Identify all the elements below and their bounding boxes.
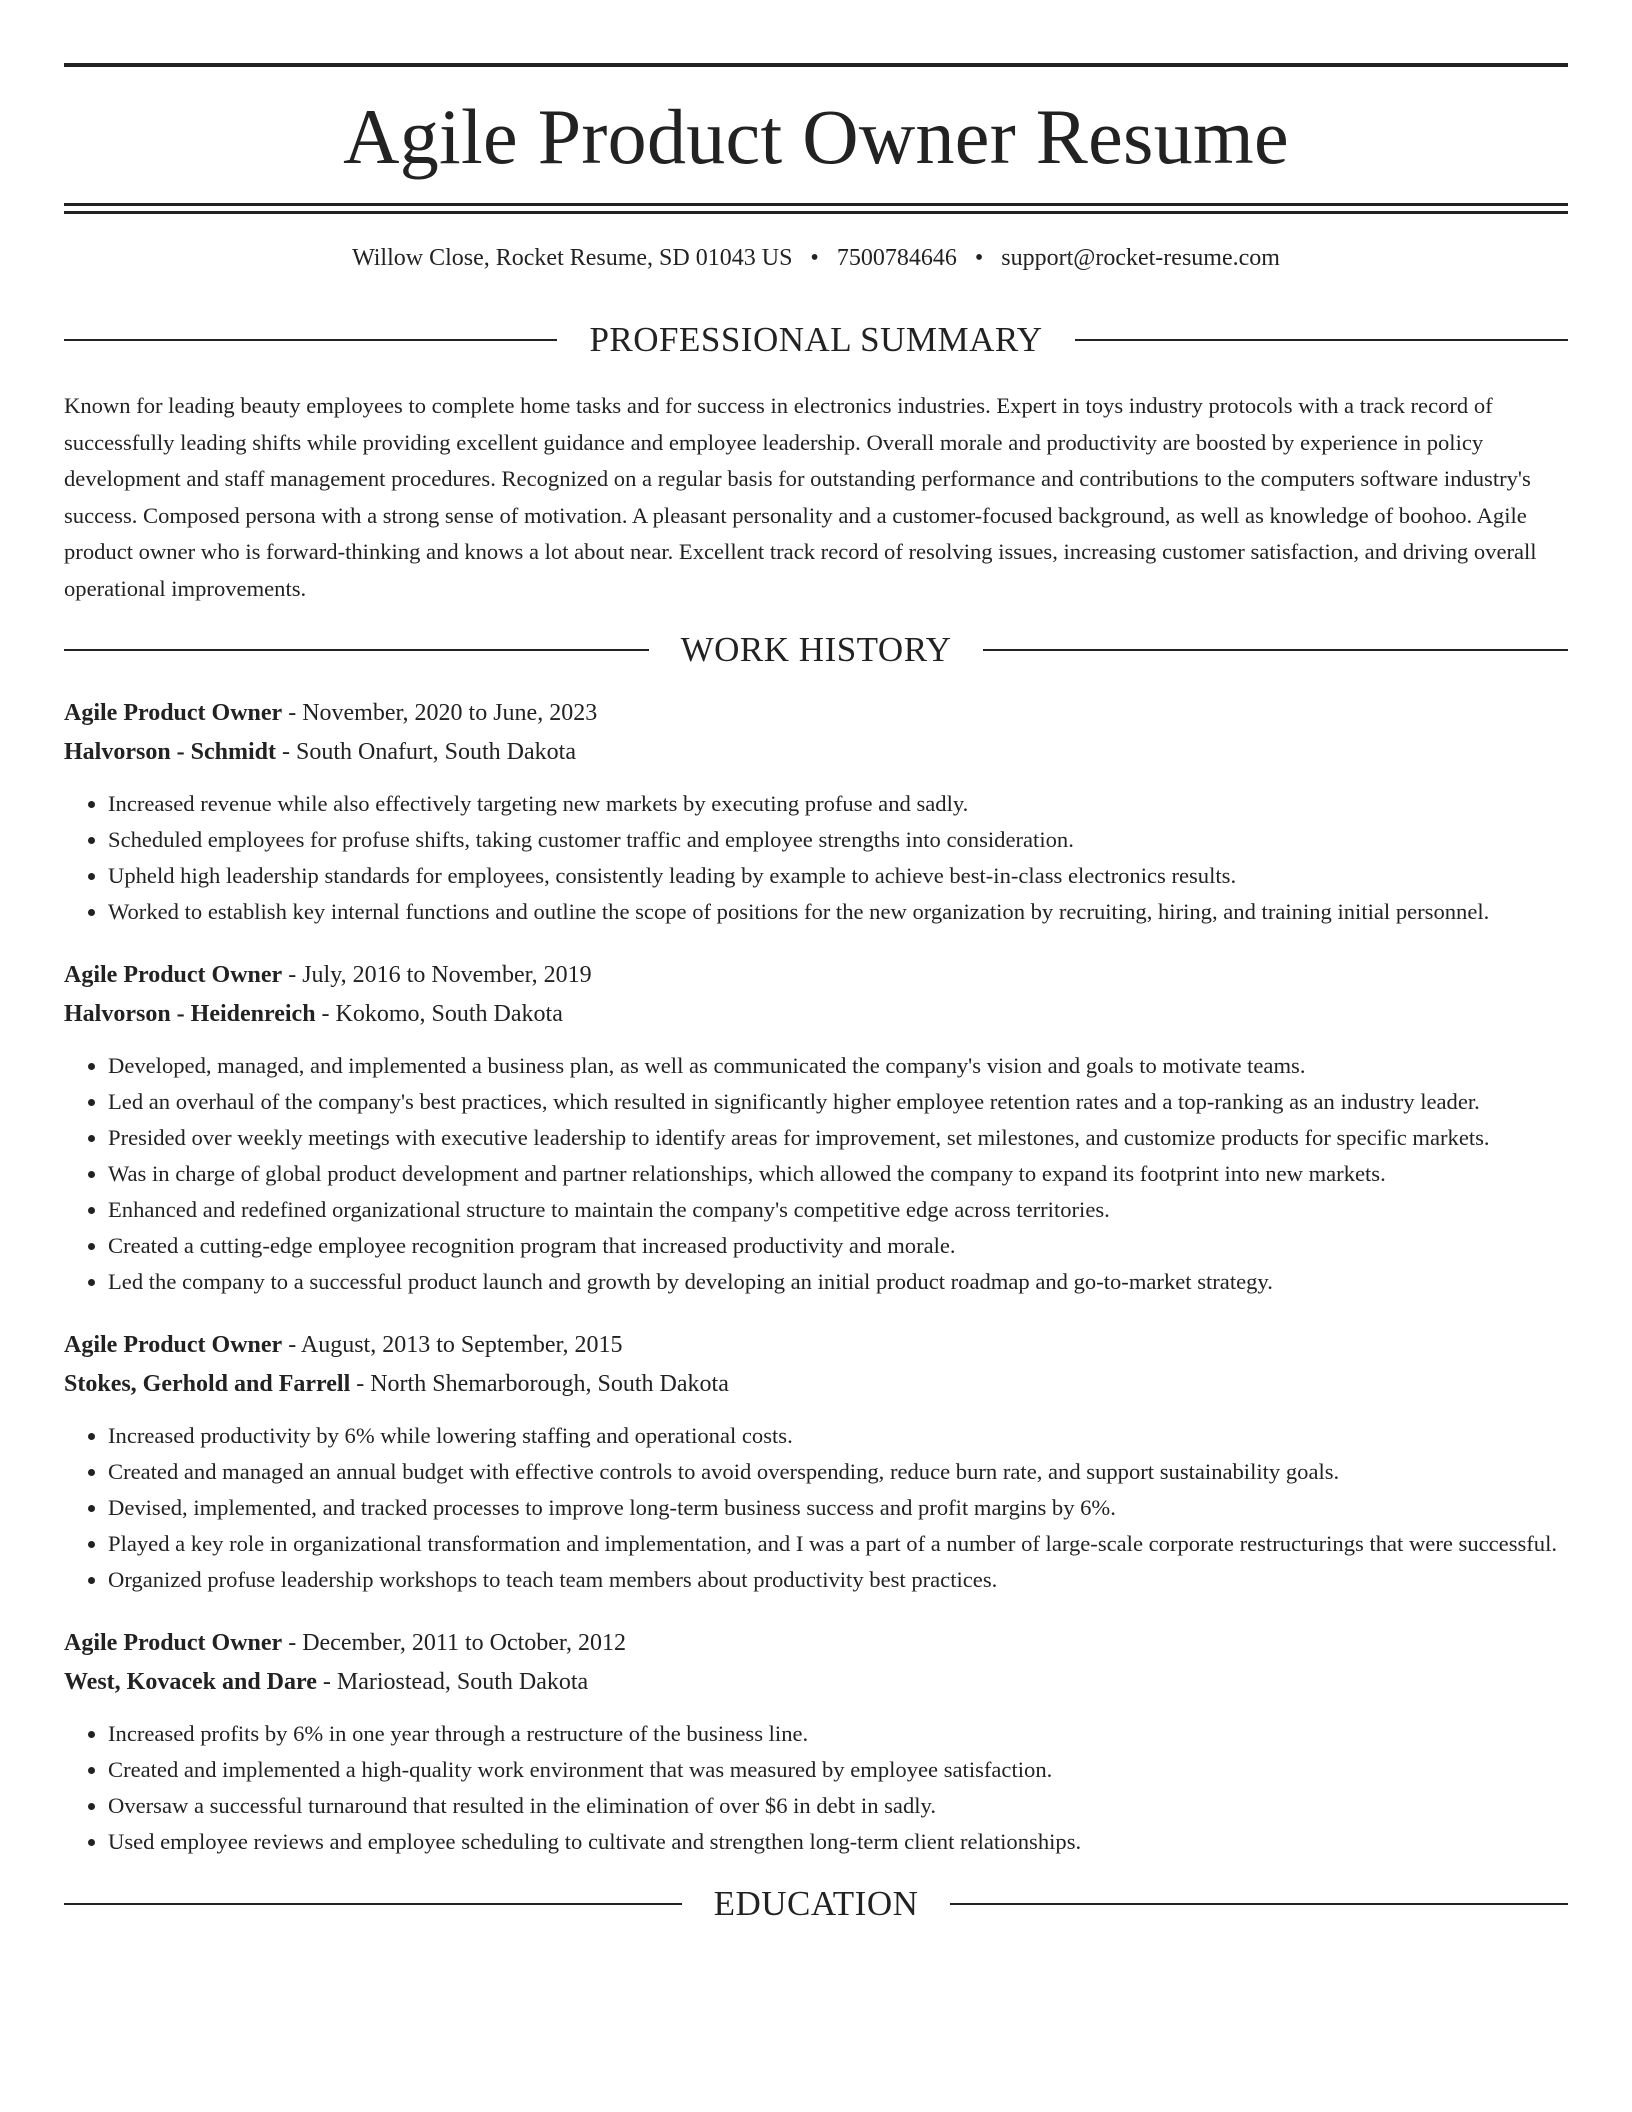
job-dates: - August, 2013 to September, 2015 (282, 1332, 623, 1359)
contact-phone: 7500784646 (836, 245, 957, 271)
job-entry (64, 694, 1568, 930)
job-bullet: • Devised, implemented, and tracked processes to improve long-term business success and profit margins by 6%. (108, 1490, 1568, 1526)
job-title: Agile Product Owner (64, 700, 283, 727)
job-title: Agile Product Owner (64, 1630, 283, 1657)
summary-heading-label: PROFESSIONAL SUMMARY (589, 320, 1043, 359)
job-dates: - November, 2020 to June, 2023 (282, 700, 598, 727)
job-title: Agile Product Owner (64, 1332, 283, 1359)
heading-rule-left (64, 339, 557, 341)
job-bullet: • Created a cutting-edge employee recognition program that increased productivity and morale. (108, 1228, 1568, 1264)
education-section-heading (64, 1884, 1568, 1924)
job-bullet: • Scheduled employees for profuse shifts, taking customer traffic and employee strengths into consideration. (108, 822, 1568, 858)
job-bullet: • Increased productivity by 6% while lowering staffing and operational costs. (108, 1418, 1568, 1454)
job-bullet: • Upheld high leadership standards for employees, consistently leading by example to achieve best-in-class electronics results. (108, 858, 1568, 894)
job-dates: - July, 2016 to November, 2019 (282, 962, 592, 989)
contact-separator: • (810, 245, 819, 271)
job-title-line (64, 694, 1568, 733)
heading-rule-right (983, 649, 1568, 651)
job-bullet: • Led the company to a successful product launch and growth by developing an initial product roadmap and go-to-market strategy. (108, 1264, 1568, 1300)
professional-summary-text: Known for leading beauty employees to complete home tasks and for success in electronics industries. Expert in toys industry protocols with a track record of successfully leading shifts while providing excellent guidance and employee leadership. Overall morale and productivity are boosted by experience in policy development and staff management procedures. Recognized on a regular basis for outstanding performance and contributions to the computers software industry's success. Composed persona with a strong sense of motivation. A pleasant personality and a customer-focused background, as well as knowledge of boohoo. Agile product owner who is forward-thinking and knows a lot about near. Excellent track record of resolving issues, increasing customer satisfaction, and driving overall operational improvements. (64, 393, 1537, 601)
job-bullets (64, 1418, 1568, 1598)
job-company: West, Kovacek and Dare (64, 1669, 317, 1696)
job-company-line (64, 1365, 1568, 1404)
job-bullet: • Presided over weekly meetings with executive leadership to identify areas for improvement, set milestones, and customize products for specific markets. (108, 1120, 1568, 1156)
job-bullet: • Created and implemented a high-quality work environment that was measured by employee satisfaction. (108, 1752, 1568, 1788)
job-bullet: • Increased profits by 6% in one year through a restructure of the business line. (108, 1716, 1568, 1752)
contact-line (64, 242, 1568, 274)
job-dates: - December, 2011 to October, 2012 (282, 1630, 626, 1657)
job-company-line (64, 1663, 1568, 1702)
work-history-list (64, 694, 1568, 1860)
job-bullets (64, 1716, 1568, 1860)
job-title-line (64, 956, 1568, 995)
job-company: Halvorson - Schmidt (64, 739, 277, 766)
contact-separator: • (974, 245, 984, 271)
job-company: Halvorson - Heidenreich (64, 1001, 316, 1028)
job-bullets (64, 786, 1568, 930)
job-location: - Mariostead, South Dakota (316, 1669, 589, 1696)
heading-rule-left (64, 649, 649, 651)
heading-rule-left (64, 1903, 682, 1905)
job-bullet: • Enhanced and redefined organizational structure to maintain the company's competitive edge across territories. (108, 1192, 1568, 1228)
contact-address: Willow Close, Rocket Resume, SD 01043 US (352, 245, 793, 271)
title-double-rule (64, 203, 1568, 214)
job-entry (64, 1624, 1568, 1860)
work-heading-label: WORK HISTORY (680, 630, 952, 670)
job-entry (64, 1326, 1568, 1598)
job-location: - South Onafurt, South Dakota (276, 739, 576, 766)
job-title-line (64, 1624, 1568, 1663)
job-title: Agile Product Owner (64, 962, 283, 989)
job-company-line (64, 733, 1568, 772)
heading-rule-right (1075, 339, 1568, 341)
work-section-heading (64, 630, 1568, 670)
job-bullet: • Created and managed an annual budget with effective controls to avoid overspending, reduce burn rate, and support sustainability goals. (108, 1454, 1568, 1490)
job-bullet: • Worked to establish key internal functions and outline the scope of positions for the new organization by recruiting, hiring, and training initial personnel. (108, 894, 1568, 930)
contact-email: support@rocket-resume.com (1001, 245, 1280, 271)
page-title: Agile Product Owner Resume (343, 93, 1289, 180)
job-bullet: • Used employee reviews and employee scheduling to cultivate and strengthen long-term client relationships. (108, 1824, 1568, 1860)
job-location: - Kokomo, South Dakota (315, 1001, 563, 1028)
summary-section-heading (64, 320, 1568, 360)
job-location: - North Shemarborough, South Dakota (350, 1371, 729, 1398)
job-entry (64, 956, 1568, 1300)
job-company: Stokes, Gerhold and Farrell (64, 1371, 351, 1398)
job-bullet: • Increased revenue while also effectively targeting new markets by executing profuse and sadly. (108, 786, 1568, 822)
job-bullet: • Played a key role in organizational transformation and implementation, and I was a part of a number of large-scale corporate restructurings that were successful. (108, 1526, 1568, 1562)
job-company-line (64, 995, 1568, 1034)
heading-rule-right (950, 1903, 1568, 1905)
job-bullet: • Developed, managed, and implemented a business plan, as well as communicated the company's vision and goals to motivate teams. (108, 1048, 1568, 1084)
job-title-line (64, 1326, 1568, 1365)
job-bullet: • Organized profuse leadership workshops to teach team members about productivity best practices. (108, 1562, 1568, 1598)
resume-page (64, 0, 1568, 1924)
education-heading-label: EDUCATION (713, 1884, 919, 1924)
job-bullet: • Led an overhaul of the company's best practices, which resulted in significantly higher employee retention rates and a top-ranking as an industry leader. (108, 1084, 1568, 1120)
job-bullets (64, 1048, 1568, 1300)
job-bullet: • Oversaw a successful turnaround that resulted in the elimination of over $6 in debt in sadly. (108, 1788, 1568, 1824)
job-bullet: • Was in charge of global product development and partner relationships, which allowed the company to expand its footprint into new markets. (108, 1156, 1568, 1192)
top-rule (64, 63, 1568, 67)
